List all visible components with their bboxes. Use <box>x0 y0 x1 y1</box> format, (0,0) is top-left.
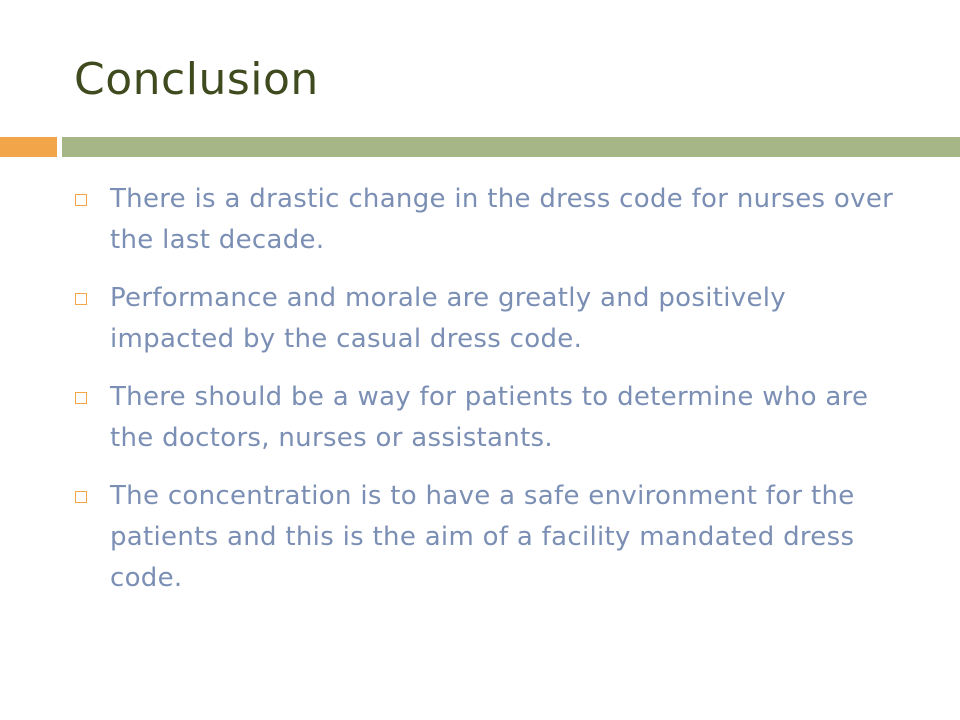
bullet-text: There is a drastic change in the dress code for nurses over the last decade. <box>110 184 894 255</box>
bullet-item <box>75 377 905 459</box>
bullet-text: Performance and morale are greatly and positively impacted by the casual dress code. <box>110 283 786 354</box>
slide-title: Conclusion <box>74 54 319 105</box>
square-bullet-icon <box>75 194 87 206</box>
title-divider-accent <box>0 137 57 157</box>
bullet-item <box>75 179 905 261</box>
bullet-item <box>75 278 905 360</box>
square-bullet-icon <box>75 491 87 503</box>
bullet-item <box>75 476 905 599</box>
square-bullet-icon <box>75 293 87 305</box>
bullet-list <box>75 179 905 616</box>
title-divider-bar <box>62 137 960 157</box>
bullet-text: The concentration is to have a safe environment for the patients and this is the aim of a facility mandated dress code. <box>110 481 855 593</box>
bullet-text: There should be a way for patients to determine who are the doctors, nurses or assistants. <box>110 382 869 453</box>
square-bullet-icon <box>75 392 87 404</box>
